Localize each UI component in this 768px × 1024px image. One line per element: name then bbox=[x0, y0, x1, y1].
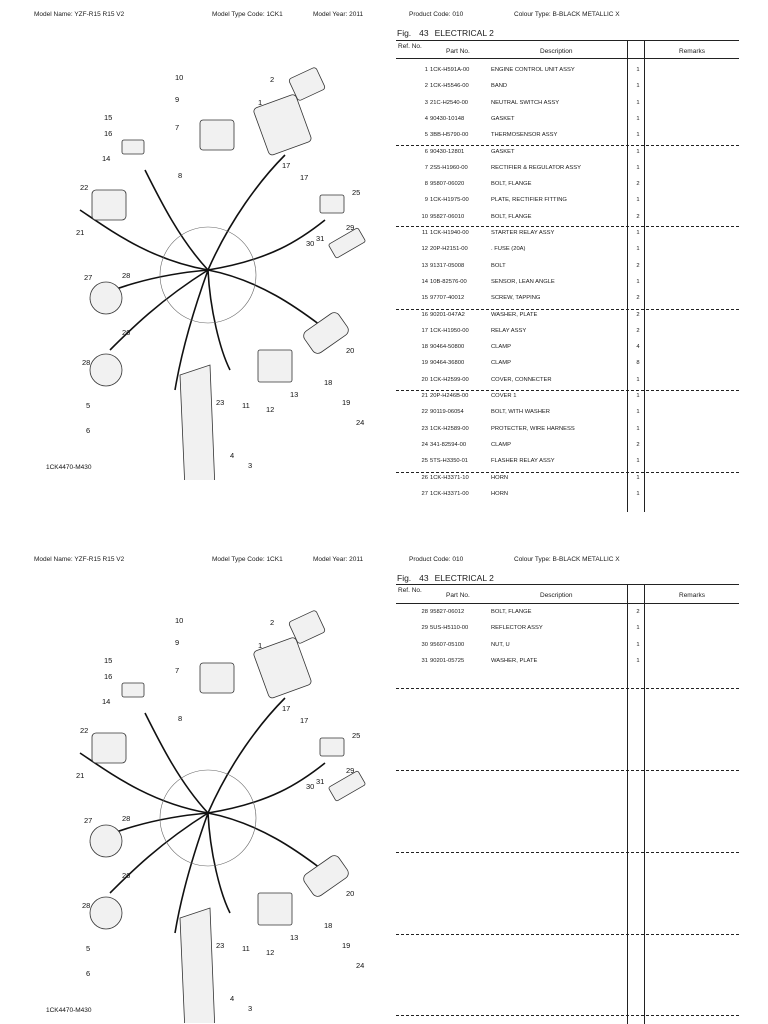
svg-text:31: 31 bbox=[316, 234, 325, 243]
part-no-cell: 95807-06020 bbox=[430, 181, 465, 188]
quantity-cell: 1 bbox=[636, 641, 640, 648]
col-header-remarks: Remarks bbox=[679, 592, 706, 599]
table-row bbox=[396, 441, 739, 457]
ref-no-cell: 15 bbox=[421, 295, 428, 302]
part-no-cell: 1CK-H2589-00 bbox=[430, 425, 469, 432]
ref-no-cell: 17 bbox=[421, 327, 428, 334]
table-header-rule bbox=[396, 58, 739, 59]
table-row bbox=[396, 164, 739, 180]
table-row bbox=[396, 262, 739, 278]
colour-type: Colour Type: B-BLACK METALLIC X bbox=[514, 556, 620, 563]
svg-text:30: 30 bbox=[306, 239, 315, 248]
table-row bbox=[396, 278, 739, 294]
quantity-cell: 4 bbox=[636, 344, 640, 351]
group-separator bbox=[396, 688, 739, 689]
table-row bbox=[396, 148, 739, 164]
part-no-cell: 1CK-H5546-00 bbox=[430, 83, 469, 90]
table-row bbox=[396, 608, 739, 624]
quantity-cell: 1 bbox=[636, 657, 640, 664]
table-row bbox=[396, 425, 739, 441]
model-year: Model Year: 2011 bbox=[313, 556, 364, 563]
col-header-ref: Ref. No. bbox=[398, 587, 422, 594]
svg-text:1: 1 bbox=[258, 641, 263, 650]
svg-text:25: 25 bbox=[352, 188, 361, 197]
part-no-cell: 95827-06010 bbox=[430, 213, 465, 220]
catalog-page-2 bbox=[0, 551, 768, 1024]
table-row bbox=[396, 99, 739, 115]
svg-text:10: 10 bbox=[175, 73, 184, 82]
starter-relay bbox=[258, 350, 292, 382]
quantity-cell: 1 bbox=[636, 278, 640, 285]
part-no-cell: 97707-40012 bbox=[430, 295, 465, 302]
svg-text:19: 19 bbox=[342, 398, 351, 407]
rectifier-regulator bbox=[200, 120, 234, 150]
quantity-cell: 1 bbox=[636, 83, 640, 90]
description-cell: CLAMP bbox=[491, 441, 511, 448]
table-row bbox=[396, 657, 739, 673]
ref-no-cell: 4 bbox=[424, 115, 428, 122]
description-cell: FLASHER RELAY ASSY bbox=[491, 458, 555, 465]
description-cell: BOLT bbox=[491, 262, 506, 269]
cover-1 bbox=[92, 190, 126, 220]
svg-text:21: 21 bbox=[76, 771, 85, 780]
ref-no-cell: 29 bbox=[421, 625, 428, 632]
svg-text:28: 28 bbox=[82, 358, 91, 367]
part-no-cell: 20P-H246B-00 bbox=[430, 393, 469, 399]
description-cell: THERMOSENSOR ASSY bbox=[491, 132, 558, 139]
description-cell: GASKET bbox=[491, 115, 515, 122]
svg-text:15: 15 bbox=[104, 113, 113, 122]
svg-text:8: 8 bbox=[178, 714, 183, 723]
table-row bbox=[396, 641, 739, 657]
ref-no-cell: 12 bbox=[421, 246, 428, 253]
svg-text:9: 9 bbox=[175, 95, 180, 104]
product-code: Product Code: 010 bbox=[409, 556, 464, 563]
svg-text:22: 22 bbox=[80, 726, 89, 735]
svg-text:29: 29 bbox=[346, 223, 355, 232]
flasher-relay bbox=[320, 195, 344, 213]
quantity-cell: 2 bbox=[636, 295, 640, 302]
svg-text:24: 24 bbox=[356, 961, 365, 970]
table-row bbox=[396, 115, 739, 131]
svg-text:12: 12 bbox=[266, 948, 275, 957]
colour-type: Colour Type: B-BLACK METALLIC X bbox=[514, 11, 620, 18]
diagram-code: 1CK4470-M430 bbox=[46, 1007, 92, 1014]
col-header-description: Description bbox=[540, 48, 573, 55]
lean-angle-sensor bbox=[122, 140, 144, 154]
description-cell: HORN bbox=[491, 474, 509, 481]
quantity-cell: 1 bbox=[636, 115, 640, 122]
svg-text:5: 5 bbox=[86, 401, 91, 410]
description-cell: HORN bbox=[491, 490, 509, 497]
col-header-ref: Ref. No. bbox=[398, 43, 422, 50]
quantity-cell: 2 bbox=[636, 609, 640, 615]
quantity-cell: 1 bbox=[636, 132, 640, 139]
svg-text:20: 20 bbox=[346, 346, 355, 355]
description-cell: PROTECTER, WIRE HARNESS bbox=[491, 425, 575, 432]
part-no-cell: 20P-H2151-00 bbox=[430, 246, 468, 253]
description-cell: RECTIFIER & REGULATOR ASSY bbox=[491, 164, 581, 171]
svg-text:27: 27 bbox=[84, 816, 93, 825]
svg-text:21: 21 bbox=[76, 228, 85, 237]
table-row bbox=[396, 376, 739, 392]
svg-text:29: 29 bbox=[346, 766, 355, 775]
model-name: Model Name: YZF-R15 R15 V2 bbox=[34, 556, 125, 563]
table-row bbox=[396, 490, 739, 506]
table-row bbox=[396, 294, 739, 310]
description-cell: PLATE, RECTIFIER FITTING bbox=[491, 197, 567, 204]
figure-title: ELECTRICAL 2 bbox=[434, 573, 494, 583]
group-separator bbox=[396, 1015, 739, 1016]
table-row bbox=[396, 359, 739, 375]
svg-text:7: 7 bbox=[175, 666, 180, 675]
table-row bbox=[396, 180, 739, 196]
svg-text:20: 20 bbox=[346, 889, 355, 898]
table-top-rule bbox=[396, 584, 739, 585]
quantity-cell: 1 bbox=[636, 625, 640, 632]
table-row bbox=[396, 343, 739, 359]
svg-text:27: 27 bbox=[84, 273, 93, 282]
diagram-code: 1CK4470-M430 bbox=[46, 464, 92, 471]
description-cell: . FUSE (20A) bbox=[491, 246, 526, 253]
svg-text:5: 5 bbox=[86, 944, 91, 953]
svg-text:11: 11 bbox=[242, 944, 250, 953]
svg-text:16: 16 bbox=[104, 129, 113, 138]
horn-26 bbox=[90, 354, 122, 386]
group-separator bbox=[396, 934, 739, 935]
parts-shapes bbox=[90, 67, 366, 480]
svg-text:4: 4 bbox=[230, 451, 235, 460]
table-row bbox=[396, 457, 739, 473]
part-no-cell: 2S5-H1960-00 bbox=[430, 164, 468, 171]
svg-text:28: 28 bbox=[122, 271, 131, 280]
table-top-rule bbox=[396, 40, 739, 41]
ref-no-cell: 3 bbox=[424, 99, 428, 106]
part-no-cell: 95607-05100 bbox=[430, 641, 465, 648]
ref-no-cell: 23 bbox=[421, 425, 428, 432]
description-cell: WASHER, PLATE bbox=[491, 311, 538, 318]
figure-number: 43 bbox=[419, 28, 429, 38]
svg-text:26: 26 bbox=[122, 871, 131, 880]
part-no-cell: 5TS-H3350-01 bbox=[430, 458, 469, 465]
reflector bbox=[328, 771, 365, 802]
svg-text:9: 9 bbox=[175, 638, 180, 647]
part-no-cell: 1CK-H1940-00 bbox=[430, 230, 469, 236]
ref-no-cell: 2 bbox=[424, 83, 428, 90]
svg-text:7: 7 bbox=[175, 123, 180, 132]
part-no-cell: 90119-06054 bbox=[430, 409, 464, 416]
quantity-cell: 2 bbox=[636, 181, 640, 188]
quantity-cell: 2 bbox=[636, 441, 640, 448]
figure-number: 43 bbox=[419, 573, 429, 583]
parts-shapes bbox=[90, 610, 366, 1023]
model-year: Model Year: 2011 bbox=[313, 11, 364, 18]
flasher-relay bbox=[320, 738, 344, 756]
ref-no-cell: 6 bbox=[424, 148, 428, 155]
table-row bbox=[396, 624, 739, 640]
ref-no-cell: 11 bbox=[421, 230, 428, 236]
description-cell: BOLT, WITH WASHER bbox=[491, 409, 550, 416]
table-row bbox=[396, 311, 739, 327]
table-header-rule bbox=[396, 603, 739, 604]
quantity-cell: 8 bbox=[636, 360, 640, 367]
part-no-cell: 1CK-H1950-00 bbox=[430, 327, 469, 334]
quantity-cell: 1 bbox=[636, 246, 640, 253]
svg-text:25: 25 bbox=[352, 731, 361, 740]
svg-text:2: 2 bbox=[270, 618, 275, 627]
svg-text:1: 1 bbox=[258, 98, 263, 107]
reflector bbox=[328, 228, 365, 259]
svg-text:13: 13 bbox=[290, 933, 299, 942]
quantity-cell: 1 bbox=[636, 474, 640, 481]
quantity-cell: 1 bbox=[636, 197, 640, 204]
ref-no-cell: 21 bbox=[421, 393, 428, 399]
svg-text:6: 6 bbox=[86, 426, 91, 435]
part-no-cell: 5US-H5110-00 bbox=[430, 625, 469, 632]
description-cell: CLAMP bbox=[491, 344, 511, 351]
svg-text:10: 10 bbox=[175, 616, 184, 625]
svg-text:17: 17 bbox=[300, 173, 309, 182]
part-no-cell: 1CK-H3371-00 bbox=[430, 490, 469, 497]
table-row bbox=[396, 245, 739, 261]
exploded-parts-diagram bbox=[30, 603, 380, 1023]
quantity-cell: 1 bbox=[636, 425, 640, 432]
svg-text:17: 17 bbox=[282, 161, 291, 170]
svg-text:17: 17 bbox=[282, 704, 291, 713]
svg-text:3: 3 bbox=[248, 1004, 253, 1013]
part-no-cell: 90430-12801 bbox=[430, 148, 465, 155]
col-header-part: Part No. bbox=[446, 592, 470, 599]
table-row bbox=[396, 66, 739, 82]
part-no-cell: 10B-82576-00 bbox=[430, 278, 467, 285]
ref-no-cell: 22 bbox=[421, 409, 428, 416]
svg-text:14: 14 bbox=[102, 154, 111, 163]
quantity-cell: 1 bbox=[636, 376, 640, 383]
ref-no-cell: 5 bbox=[424, 132, 428, 139]
part-no-cell: 90464-50800 bbox=[430, 344, 465, 351]
svg-text:30: 30 bbox=[306, 782, 315, 791]
ref-no-cell: 26 bbox=[421, 474, 428, 481]
rectifier-regulator bbox=[200, 663, 234, 693]
description-cell: WASHER, PLATE bbox=[491, 657, 538, 664]
ref-no-cell: 13 bbox=[421, 262, 428, 269]
svg-text:11: 11 bbox=[242, 401, 250, 410]
quantity-cell: 1 bbox=[636, 490, 640, 497]
table-row bbox=[396, 213, 739, 229]
description-cell: COVER, CONNECTER bbox=[491, 376, 552, 383]
description-cell: RELAY ASSY bbox=[491, 327, 527, 334]
ref-no-cell: 30 bbox=[421, 641, 428, 648]
table-row bbox=[396, 131, 739, 147]
horn-26 bbox=[90, 897, 122, 929]
svg-text:6: 6 bbox=[86, 969, 91, 978]
svg-text:17: 17 bbox=[300, 716, 309, 725]
group-separator bbox=[396, 770, 739, 771]
table-row bbox=[396, 392, 739, 408]
quantity-cell: 2 bbox=[636, 327, 640, 334]
svg-text:12: 12 bbox=[266, 405, 275, 414]
ref-no-cell: 19 bbox=[421, 360, 428, 367]
col-header-part: Part No. bbox=[446, 48, 470, 55]
starter-relay bbox=[258, 893, 292, 925]
description-cell: BOLT, FLANGE bbox=[491, 181, 532, 188]
ref-no-cell: 1 bbox=[424, 67, 428, 73]
quantity-cell: 1 bbox=[636, 458, 640, 465]
ref-no-cell: 10 bbox=[421, 213, 428, 220]
ref-no-cell: 16 bbox=[421, 311, 428, 318]
figure-title: ELECTRICAL 2 bbox=[434, 28, 494, 38]
table-row bbox=[396, 229, 739, 245]
model-type-code: Model Type Code: 1CK1 bbox=[212, 556, 283, 563]
quantity-cell: 1 bbox=[636, 99, 640, 106]
svg-text:22: 22 bbox=[80, 183, 89, 192]
svg-text:23: 23 bbox=[216, 941, 225, 950]
description-cell: CLAMP bbox=[491, 360, 511, 367]
quantity-cell: 1 bbox=[636, 409, 640, 416]
description-cell: BAND bbox=[491, 83, 508, 90]
col-header-description: Description bbox=[540, 592, 573, 599]
svg-text:3: 3 bbox=[248, 461, 253, 470]
product-code: Product Code: 010 bbox=[409, 11, 464, 18]
svg-text:18: 18 bbox=[324, 921, 333, 930]
table-row bbox=[396, 474, 739, 490]
ref-no-cell: 27 bbox=[421, 490, 428, 497]
description-cell: ENGINE CONTROL UNIT ASSY bbox=[491, 67, 575, 73]
description-cell: STARTER RELAY ASSY bbox=[491, 230, 555, 236]
svg-text:8: 8 bbox=[178, 171, 183, 180]
ref-no-cell: 7 bbox=[424, 164, 428, 171]
quantity-cell: 1 bbox=[636, 393, 640, 399]
description-cell: NEUTRAL SWITCH ASSY bbox=[491, 99, 560, 106]
svg-text:23: 23 bbox=[216, 398, 225, 407]
part-no-cell: 21C-H2540-00 bbox=[430, 99, 469, 106]
part-no-cell: 341-82594-00 bbox=[430, 441, 467, 448]
svg-text:24: 24 bbox=[356, 418, 365, 427]
ref-no-cell: 31 bbox=[421, 657, 428, 664]
table-row bbox=[396, 408, 739, 424]
svg-text:31: 31 bbox=[316, 777, 325, 786]
wire-harness-protector bbox=[180, 365, 215, 480]
part-no-cell: 90201-05725 bbox=[430, 657, 465, 664]
quantity-cell: 1 bbox=[636, 230, 640, 236]
part-no-cell: 91317-05008 bbox=[430, 262, 465, 269]
ref-no-cell: 9 bbox=[424, 197, 428, 204]
quantity-cell: 2 bbox=[636, 213, 640, 220]
quantity-cell: 2 bbox=[636, 311, 640, 318]
exploded-parts-diagram bbox=[30, 60, 380, 480]
lean-angle-sensor bbox=[122, 683, 144, 697]
svg-text:19: 19 bbox=[342, 941, 351, 950]
description-cell: BOLT, FLANGE bbox=[491, 609, 532, 615]
model-type-code: Model Type Code: 1CK1 bbox=[212, 11, 283, 18]
quantity-cell: 1 bbox=[636, 148, 640, 155]
part-no-cell: 90430-10148 bbox=[430, 115, 465, 122]
table-row bbox=[396, 82, 739, 98]
description-cell: SENSOR, LEAN ANGLE bbox=[491, 278, 555, 285]
svg-text:16: 16 bbox=[104, 672, 113, 681]
cover-1 bbox=[92, 733, 126, 763]
part-no-cell: 1CK-H591A-00 bbox=[430, 67, 470, 73]
description-cell: BOLT, FLANGE bbox=[491, 213, 532, 220]
ref-no-cell: 20 bbox=[421, 376, 428, 383]
figure-heading bbox=[397, 573, 494, 583]
part-no-cell: 90201-047A2 bbox=[430, 311, 465, 318]
figure-label: Fig. bbox=[397, 573, 412, 583]
quantity-cell: 1 bbox=[636, 164, 640, 171]
ref-no-cell: 28 bbox=[421, 609, 428, 615]
description-cell: COVER 1 bbox=[491, 393, 517, 399]
ref-no-cell: 8 bbox=[424, 181, 428, 188]
ref-no-cell: 24 bbox=[421, 441, 428, 448]
col-header-remarks: Remarks bbox=[679, 48, 706, 55]
svg-text:13: 13 bbox=[290, 390, 299, 399]
model-name: Model Name: YZF-R15 R15 V2 bbox=[34, 11, 125, 18]
svg-text:28: 28 bbox=[122, 814, 131, 823]
table-row bbox=[396, 196, 739, 212]
part-no-cell: 1CK-H3371-10 bbox=[430, 474, 469, 481]
part-no-cell: 3BB-H5790-00 bbox=[430, 132, 469, 139]
svg-text:15: 15 bbox=[104, 656, 113, 665]
quantity-cell: 2 bbox=[636, 262, 640, 269]
group-separator bbox=[396, 852, 739, 853]
description-cell: SCREW, TAPPING bbox=[491, 295, 541, 302]
quantity-cell: 1 bbox=[636, 67, 640, 73]
part-no-cell: 1CK-H1975-00 bbox=[430, 197, 469, 204]
ref-no-cell: 25 bbox=[421, 458, 428, 465]
table-row bbox=[396, 327, 739, 343]
svg-text:26: 26 bbox=[122, 328, 131, 337]
figure-label: Fig. bbox=[397, 28, 412, 38]
part-no-cell: 1CK-H2599-00 bbox=[430, 376, 469, 383]
svg-text:2: 2 bbox=[270, 75, 275, 84]
svg-text:4: 4 bbox=[230, 994, 235, 1003]
figure-heading bbox=[397, 28, 494, 38]
part-no-cell: 90464-36800 bbox=[430, 360, 465, 367]
svg-text:14: 14 bbox=[102, 697, 111, 706]
part-no-cell: 95827-06012 bbox=[430, 609, 465, 615]
horn-27 bbox=[90, 282, 122, 314]
ref-no-cell: 18 bbox=[421, 344, 428, 351]
svg-text:18: 18 bbox=[324, 378, 333, 387]
ref-no-cell: 14 bbox=[421, 278, 428, 285]
description-cell: NUT, U bbox=[491, 641, 510, 648]
horn-27 bbox=[90, 825, 122, 857]
wire-harness-protector bbox=[180, 908, 215, 1023]
description-cell: REFLECTOR ASSY bbox=[491, 625, 543, 632]
description-cell: GASKET bbox=[491, 148, 515, 155]
svg-text:28: 28 bbox=[82, 901, 91, 910]
